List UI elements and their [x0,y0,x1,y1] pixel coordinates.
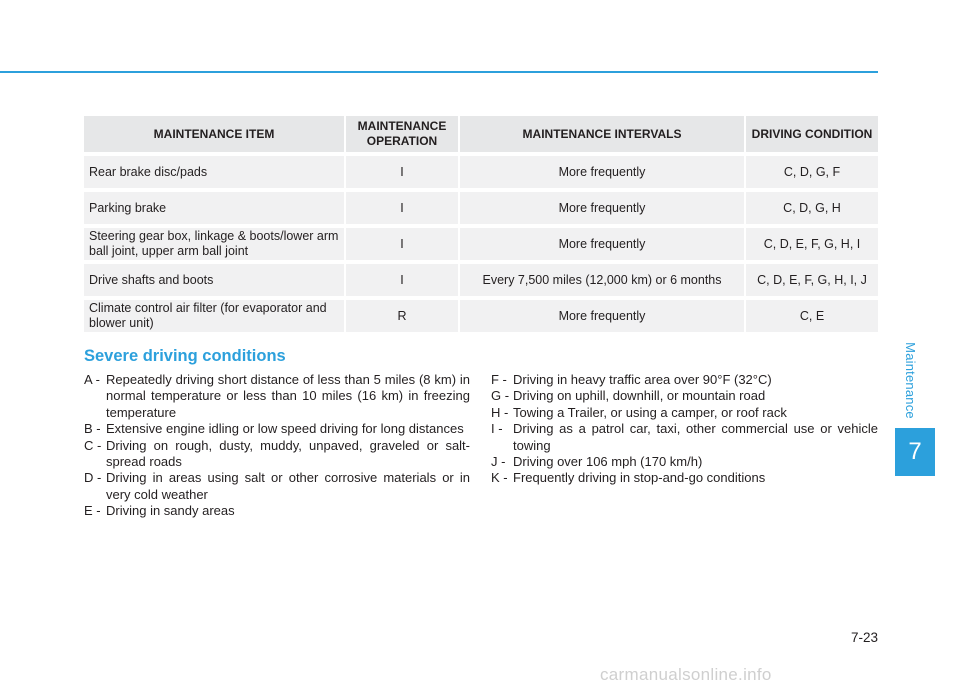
row-interval: More frequently [458,156,744,188]
condition-code: H - [491,404,509,420]
table-row [84,228,878,260]
top-rule [0,71,878,73]
condition-item [491,405,878,421]
condition-code: K - [491,470,508,486]
condition-item [84,421,470,437]
chapter-side-label [899,330,921,430]
table-row [84,192,878,224]
row-condition: C, D, E, F, G, H, I [744,228,878,260]
chapter-tab: 7 [895,428,935,476]
table-row [84,156,878,188]
header-driving-condition: DRIVING CONDITION [744,116,878,152]
section-title: Severe driving conditions [84,347,286,365]
condition-text: Driving in sandy areas [106,503,235,519]
table-row [84,300,878,332]
row-item: Climate control air filter (for evaporator and blower unit) [84,300,344,332]
header-maintenance-operation: MAINTENANCE OPERATION [344,116,458,152]
condition-code: E - [84,503,101,519]
row-item: Steering gear box, linkage & boots/lower arm ball joint, upper arm ball joint [84,228,344,260]
row-operation: I [344,228,458,260]
row-condition: C, D, G, F [744,156,878,188]
condition-text: Driving over 106 mph (170 km/h) [513,454,703,470]
condition-code: B - [84,421,101,437]
conditions-left-column [84,372,470,520]
row-interval: More frequently [458,192,744,224]
header-maintenance-item: MAINTENANCE ITEM [84,116,344,152]
condition-text: Driving on rough, dusty, muddy, unpaved, graveled or salt-spread roads [106,437,470,470]
row-interval: More frequently [458,228,744,260]
row-item: Drive shafts and boots [84,264,344,296]
condition-code: D - [84,470,102,486]
row-interval: Every 7,500 miles (12,000 km) or 6 months [458,264,744,296]
row-operation: R [344,300,458,332]
conditions-right-column [491,372,878,487]
row-item: Rear brake disc/pads [84,156,344,188]
condition-item [84,503,470,519]
page-number: 7-23 [850,630,878,645]
condition-text: Driving on uphill, downhill, or mountain road [513,388,766,404]
row-item: Parking brake [84,192,344,224]
condition-item [491,372,878,388]
row-operation: I [344,156,458,188]
row-condition: C, D, E, F, G, H, I, J [744,264,878,296]
condition-code: C - [84,437,102,453]
condition-text: Towing a Trailer, or using a camper, or roof rack [513,404,787,420]
condition-item [84,372,470,421]
condition-text: Extensive engine idling or low speed driving for long distances [106,421,464,437]
row-interval: More frequently [458,300,744,332]
table-row [84,264,878,296]
chapter-side-label-text: Maintenance [902,341,918,419]
condition-code: I - [491,421,503,437]
condition-text: Repeatedly driving short distance of less than 5 miles (8 km) in normal temperature or less than 10 miles (16 km) in freezing temperature [106,372,470,420]
watermark: carmanualsonline.info [600,665,772,684]
condition-text: Driving in areas using salt or other corrosive materials or in very cold weather [106,470,470,502]
row-condition: C, E [744,300,878,332]
condition-text: Driving as a patrol car, taxi, other commercial use or vehicle towing [513,421,878,453]
maintenance-table [84,112,878,336]
condition-code: A - [84,372,100,387]
condition-text: Frequently driving in stop-and-go conditions [513,470,766,486]
condition-item [491,454,878,470]
condition-text: Driving in heavy traffic area over 90°F (32°C) [513,372,772,387]
row-condition: C, D, G, H [744,192,878,224]
condition-item [491,388,878,404]
condition-item [491,470,878,486]
header-maintenance-intervals: MAINTENANCE INTERVALS [458,116,744,152]
table-header-row [84,116,878,152]
row-operation: I [344,264,458,296]
condition-item [84,470,470,503]
condition-code: G - [491,388,510,404]
condition-item [491,421,878,454]
condition-code: F - [491,372,507,387]
condition-item [84,438,470,471]
row-operation: I [344,192,458,224]
condition-code: J - [491,454,506,470]
